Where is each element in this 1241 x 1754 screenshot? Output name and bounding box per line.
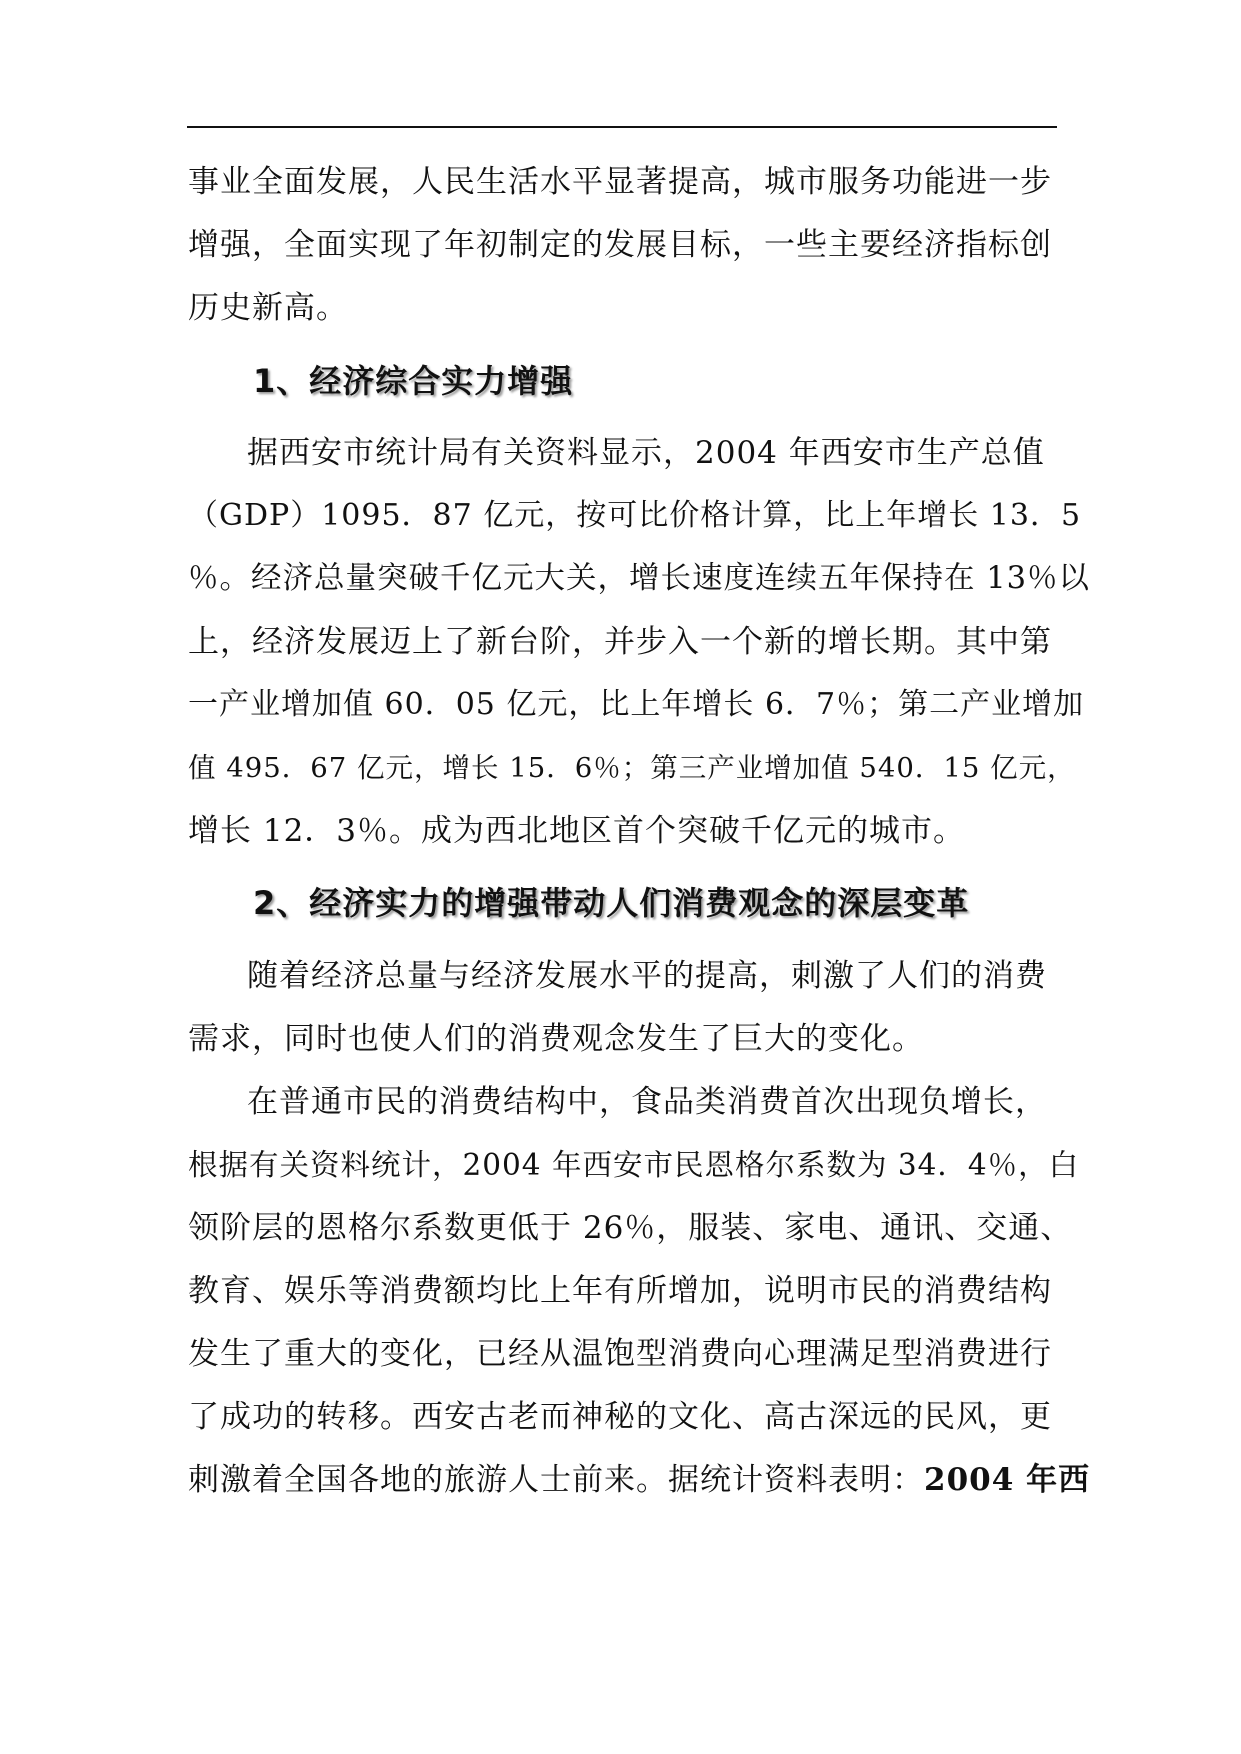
section2-p2-line-7-text: 刺激着全国各地的旅游人士前来。据统计资料表明： xyxy=(188,1462,924,1498)
header-rule xyxy=(187,126,1057,128)
section2-p2-line-7 xyxy=(188,1460,1091,1500)
section2-p1-line-2: 需求，同时也使人们的消费观念发生了巨大的变化。 xyxy=(188,1021,924,1057)
section1-line-7: 增长 12．3％。成为西北地区首个突破千亿元的城市。 xyxy=(188,813,966,849)
section2-heading: 2、经济实力的增强带动人们消费观念的深层变革 xyxy=(253,884,970,922)
section2-p2-line-6: 了成功的转移。西安古老而神秘的文化、高古深远的民风，更 xyxy=(188,1399,1052,1435)
section1-line-2: （GDP）1095．87 亿元，按可比价格计算，比上年增长 13．5 xyxy=(188,498,1082,533)
section2-p1-line-1: 随着经济总量与经济发展水平的提高，刺激了人们的消费 xyxy=(247,958,1047,994)
section2-p2-line-2: 根据有关资料统计，2004 年西安市民恩格尔系数为 34．4％，白 xyxy=(188,1148,1080,1182)
intro-line-1: 事业全面发展，人民生活水平显著提高，城市服务功能进一步 xyxy=(188,164,1052,200)
section2-p2-line-4: 教育、娱乐等消费额均比上年有所增加，说明市民的消费结构 xyxy=(188,1273,1052,1309)
section2-p2-line-1: 在普通市民的消费结构中，食品类消费首次出现负增长， xyxy=(247,1084,1047,1120)
section2-p2-line-3: 领阶层的恩格尔系数更低于 26％，服装、家电、通讯、交通、 xyxy=(188,1210,1073,1246)
section1-line-6: 值 495．67 亿元，增长 15．6％；第三产业增加值 540．15 亿元， xyxy=(188,752,1076,784)
section2-p2-line-7-bold: 2004 年西 xyxy=(924,1462,1091,1498)
section1-line-1: 据西安市统计局有关资料显示，2004 年西安市生产总值 xyxy=(247,435,1045,471)
section1-line-4: 上，经济发展迈上了新台阶，并步入一个新的增长期。其中第 xyxy=(188,624,1052,660)
intro-line-3: 历史新高。 xyxy=(188,290,348,326)
intro-line-2: 增强，全面实现了年初制定的发展目标，一些主要经济指标创 xyxy=(188,227,1052,263)
section2-p2-line-5: 发生了重大的变化，已经从温饱型消费向心理满足型消费进行 xyxy=(188,1336,1052,1372)
section1-heading: 1、经济综合实力增强 xyxy=(253,362,574,400)
section1-line-3: ％。经济总量突破千亿元大关，增长速度连续五年保持在 13％以 xyxy=(188,561,1091,596)
section1-line-5: 一产业增加值 60．05 亿元，比上年增长 6．7％；第二产业增加 xyxy=(188,687,1085,722)
